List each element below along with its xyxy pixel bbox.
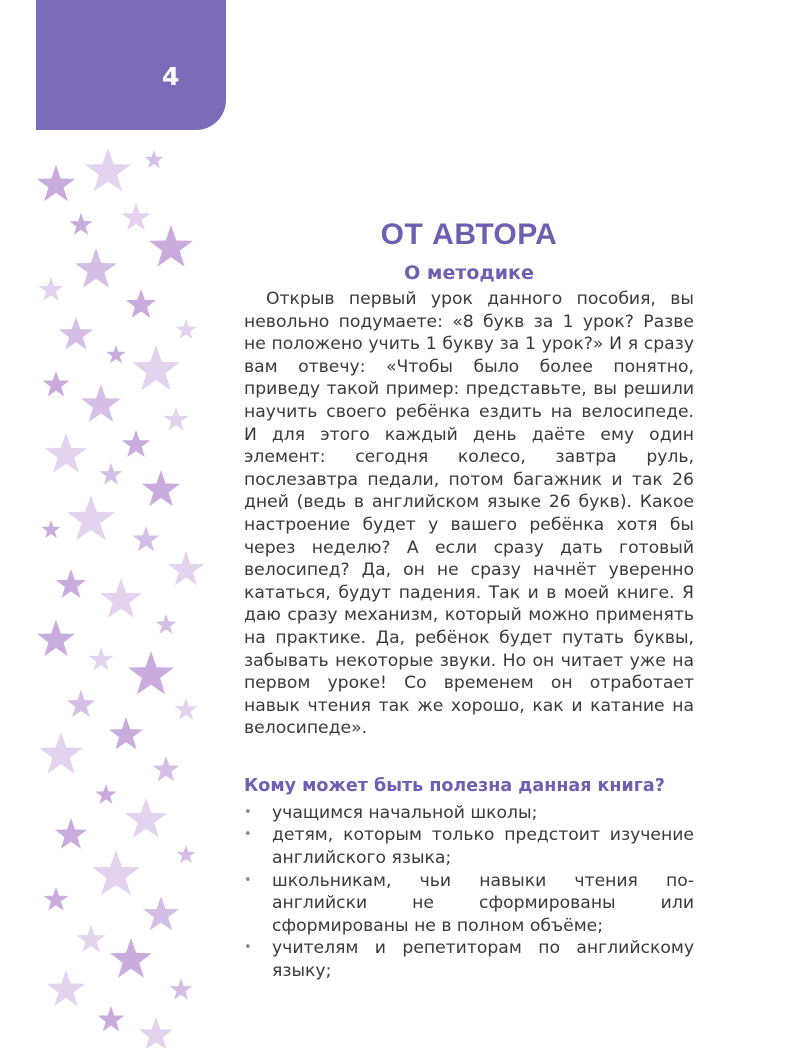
audience-list	[244, 802, 694, 983]
page-subtitle: О методике	[404, 262, 534, 284]
page-title: ОТ АВТОРА	[380, 218, 558, 251]
bullet-icon: •	[244, 804, 252, 820]
stars-decoration	[36, 130, 206, 1048]
list-item: • школьникам, чьи навыки чтения по-английски не сформированы или сформированы не в полном объёме;	[244, 870, 694, 936]
list-item: • детям, которым только предстоит изучение английского языка;	[244, 825, 694, 869]
page-number-tab	[36, 0, 226, 130]
bullet-icon: •	[244, 827, 252, 843]
list-item: • учителям и репетиторам по английскому языку;	[244, 938, 694, 982]
star-icon-group	[37, 148, 204, 1048]
section-heading: Кому может быть полезна данная книга?	[244, 775, 665, 796]
bullet-icon: •	[244, 872, 252, 888]
bullet-icon: •	[244, 940, 252, 956]
list-item: • учащимся начальной школы;	[244, 802, 538, 823]
main-content	[244, 214, 694, 983]
page-number: 4	[162, 62, 180, 91]
intro-paragraph: Открыв первый урок данного пособия, вы невольно подумаете: «8 букв за 1 урок? Разве не положено учить 1 букву за 1 урок?» И я сразу вам отвечу: «Чтобы было более понятно, приведу такой пример: представьте, вы решили научить своего ребёнка ездить на велосипеде. И для этого каждый день даёте ему один элемент: сегодня колесо, завтра руль, послезавтра педали, потом багажник и так 26 дней (ведь в английском языке 26 букв). Какое настроение будет у вашего ребёнка хотя бы через неделю? А если сразу дать готовый велосипед? Да, он не сразу начнёт уверенно кататься, будут падения. Так и в моей книге. Я даю сразу механизм, который можно применять на практике. Да, ребёнок будет путать буквы, забывать некоторые звуки. Но он читает уже на первом уроке! Со временем он отработает навык чтения так же хорошо, как и катание на велосипеде».	[244, 289, 694, 739]
